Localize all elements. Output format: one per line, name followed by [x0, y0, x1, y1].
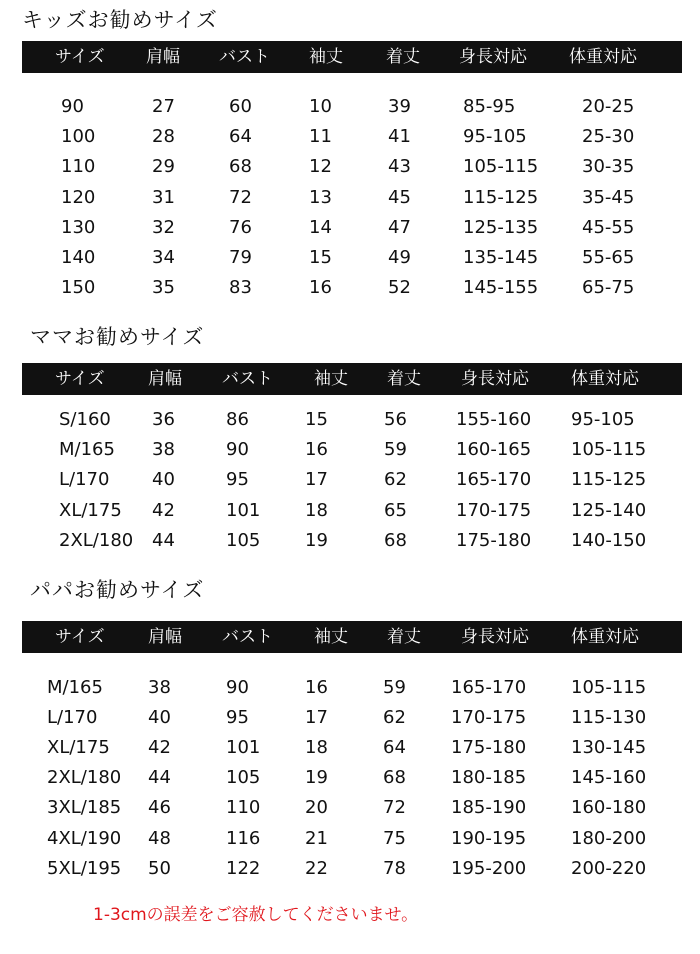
column-header: 肩幅	[148, 627, 182, 647]
column-header: 袖丈	[314, 369, 348, 389]
table-cell: 65-75	[582, 277, 635, 299]
table-row	[0, 435, 700, 465]
table-cell: 101	[226, 499, 261, 521]
table-row	[0, 122, 700, 152]
table-row	[0, 152, 700, 182]
table-row	[0, 526, 700, 556]
table-row	[0, 793, 700, 823]
table-cell: 190-195	[451, 827, 527, 849]
table-row	[0, 405, 700, 435]
table-header	[22, 363, 682, 395]
mama-section-title: ママお勧めサイズ	[30, 325, 205, 349]
table-cell: XL/175	[47, 737, 110, 759]
table-cell: 35-45	[582, 186, 635, 208]
table-cell: 17	[305, 469, 328, 491]
table-cell: 180-200	[571, 827, 647, 849]
table-cell: 27	[152, 96, 175, 117]
table-cell: 160-180	[571, 797, 647, 819]
table-cell: 49	[388, 247, 411, 268]
table-cell: 90	[226, 677, 249, 698]
table-cell: 72	[229, 186, 252, 208]
table-cell: 62	[384, 469, 407, 491]
table-cell: 46	[148, 797, 171, 819]
table-cell: 165-170	[456, 469, 532, 491]
table-row	[0, 183, 700, 213]
table-cell: 115-125	[463, 186, 539, 208]
table-cell: 18	[305, 737, 328, 759]
table-cell: 55-65	[582, 247, 635, 268]
column-header: 身長対応	[459, 47, 527, 67]
table-cell: 3XL/185	[47, 797, 122, 819]
table-cell: 11	[309, 126, 332, 148]
table-cell: 135-145	[463, 247, 539, 268]
table-cell: 38	[152, 439, 175, 461]
table-cell: 16	[305, 439, 328, 461]
table-cell: 42	[152, 499, 175, 521]
table-cell: 19	[305, 767, 328, 789]
table-cell: 56	[384, 409, 407, 430]
table-cell: 44	[152, 529, 175, 551]
table-cell: 17	[305, 707, 328, 729]
table-cell: 64	[229, 126, 252, 148]
table-cell: 125-135	[463, 216, 539, 238]
column-header: 着丈	[386, 47, 420, 67]
table-cell: 195-200	[451, 857, 527, 879]
table-cell: 105-115	[571, 677, 647, 698]
column-header: 体重対応	[569, 47, 637, 67]
table-cell: 16	[309, 277, 332, 299]
table-row	[0, 733, 700, 763]
table-cell: 30-35	[582, 156, 635, 178]
table-cell: 78	[383, 857, 406, 879]
column-header: バスト	[222, 369, 273, 389]
table-cell: 105	[226, 529, 261, 551]
table-cell: 180-185	[451, 767, 527, 789]
table-cell: 10	[309, 96, 332, 117]
table-row	[0, 273, 700, 303]
table-cell: 14	[309, 216, 332, 238]
table-cell: 38	[148, 677, 171, 698]
table-cell: 68	[384, 529, 407, 551]
table-cell: 41	[388, 126, 411, 148]
table-cell: 68	[229, 156, 252, 178]
table-cell: 22	[305, 857, 328, 879]
table-cell: 150	[61, 277, 96, 299]
table-header	[22, 41, 682, 73]
column-header: 着丈	[387, 627, 421, 647]
table-cell: 90	[226, 439, 249, 461]
table-cell: 90	[61, 96, 84, 117]
table-cell: 36	[152, 409, 175, 430]
table-cell: 59	[384, 439, 407, 461]
table-cell: 100	[61, 126, 96, 148]
column-header: サイズ	[55, 47, 105, 67]
table-cell: 60	[229, 96, 252, 117]
table-cell: 2XL/180	[59, 529, 134, 551]
table-cell: 79	[229, 247, 252, 268]
table-cell: 45	[388, 186, 411, 208]
table-cell: 85-95	[463, 96, 516, 117]
table-cell: L/170	[47, 707, 98, 729]
column-header: 袖丈	[309, 47, 343, 67]
table-cell: 175-180	[456, 529, 532, 551]
table-cell: 105-115	[571, 439, 647, 461]
table-cell: 42	[148, 737, 171, 759]
table-cell: 86	[226, 409, 249, 430]
table-cell: 116	[226, 827, 261, 849]
table-cell: 43	[388, 156, 411, 178]
table-cell: 122	[226, 857, 261, 879]
table-cell: 15	[309, 247, 332, 268]
table-cell: 16	[305, 677, 328, 698]
table-cell: 76	[229, 216, 252, 238]
table-cell: 35	[152, 277, 175, 299]
table-cell: 130-145	[571, 737, 647, 759]
table-row	[0, 673, 700, 703]
table-cell: 200-220	[571, 857, 647, 879]
table-row	[0, 854, 700, 884]
table-cell: L/170	[59, 469, 110, 491]
table-cell: 185-190	[451, 797, 527, 819]
table-cell: 47	[388, 216, 411, 238]
table-cell: 4XL/190	[47, 827, 122, 849]
table-row	[0, 496, 700, 526]
table-cell: 64	[383, 737, 406, 759]
table-cell: 45-55	[582, 216, 635, 238]
table-cell: 40	[152, 469, 175, 491]
table-cell: 31	[152, 186, 175, 208]
table-cell: 62	[383, 707, 406, 729]
table-cell: 101	[226, 737, 261, 759]
table-cell: 29	[152, 156, 175, 178]
table-cell: 110	[226, 797, 261, 819]
table-cell: 145-155	[463, 277, 539, 299]
table-row	[0, 703, 700, 733]
column-header: 体重対応	[571, 627, 639, 647]
table-cell: 115-125	[571, 469, 647, 491]
table-cell: XL/175	[59, 499, 122, 521]
table-cell: 32	[152, 216, 175, 238]
table-cell: 39	[388, 96, 411, 117]
table-cell: 25-30	[582, 126, 635, 148]
column-header: サイズ	[55, 369, 105, 389]
table-cell: 105-115	[463, 156, 539, 178]
kids-section-title: キッズお勧めサイズ	[22, 8, 218, 32]
column-header: バスト	[219, 47, 270, 67]
table-cell: 140	[61, 247, 96, 268]
column-header: サイズ	[55, 627, 105, 647]
column-header: 体重対応	[571, 369, 639, 389]
table-cell: 59	[383, 677, 406, 698]
table-cell: 34	[152, 247, 175, 268]
table-cell: 83	[229, 277, 252, 299]
table-cell: 75	[383, 827, 406, 849]
column-header: 袖丈	[314, 627, 348, 647]
table-cell: 28	[152, 126, 175, 148]
column-header: 肩幅	[148, 369, 182, 389]
table-row	[0, 763, 700, 793]
table-cell: 20	[305, 797, 328, 819]
table-cell: 12	[309, 156, 332, 178]
table-cell: M/165	[47, 677, 103, 698]
column-header: バスト	[222, 627, 273, 647]
table-cell: 13	[309, 186, 332, 208]
size-tolerance-note: 1-3cmの誤差をご容赦してくださいませ。	[93, 905, 419, 925]
table-cell: 21	[305, 827, 328, 849]
table-cell: 115-130	[571, 707, 647, 729]
table-cell: 19	[305, 529, 328, 551]
table-header	[22, 621, 682, 653]
table-cell: 44	[148, 767, 171, 789]
column-header: 身長対応	[461, 627, 529, 647]
table-row	[0, 824, 700, 854]
table-cell: 95-105	[571, 409, 635, 430]
table-cell: 68	[383, 767, 406, 789]
table-cell: 2XL/180	[47, 767, 122, 789]
table-cell: 65	[384, 499, 407, 521]
table-cell: 140-150	[571, 529, 647, 551]
table-cell: 165-170	[451, 677, 527, 698]
table-cell: 120	[61, 186, 96, 208]
papa-section-title: パパお勧めサイズ	[30, 578, 205, 602]
table-cell: 130	[61, 216, 96, 238]
table-row	[0, 243, 700, 273]
table-cell: 95	[226, 469, 249, 491]
table-cell: 175-180	[451, 737, 527, 759]
table-cell: 105	[226, 767, 261, 789]
table-cell: 170-175	[456, 499, 532, 521]
table-cell: 40	[148, 707, 171, 729]
table-cell: 48	[148, 827, 171, 849]
table-cell: 72	[383, 797, 406, 819]
table-cell: 50	[148, 857, 171, 879]
table-cell: 110	[61, 156, 96, 178]
table-cell: 160-165	[456, 439, 532, 461]
table-row	[0, 92, 700, 122]
table-cell: 95	[226, 707, 249, 729]
table-cell: 145-160	[571, 767, 647, 789]
table-cell: 15	[305, 409, 328, 430]
table-cell: 125-140	[571, 499, 647, 521]
table-cell: 52	[388, 277, 411, 299]
column-header: 身長対応	[461, 369, 529, 389]
column-header: 肩幅	[146, 47, 180, 67]
table-cell: 95-105	[463, 126, 527, 148]
table-row	[0, 465, 700, 495]
table-cell: S/160	[59, 409, 111, 430]
table-cell: 18	[305, 499, 328, 521]
column-header: 着丈	[387, 369, 421, 389]
table-cell: 170-175	[451, 707, 527, 729]
table-row	[0, 213, 700, 243]
table-cell: 5XL/195	[47, 857, 122, 879]
table-cell: M/165	[59, 439, 115, 461]
table-cell: 20-25	[582, 96, 635, 117]
table-cell: 155-160	[456, 409, 532, 430]
